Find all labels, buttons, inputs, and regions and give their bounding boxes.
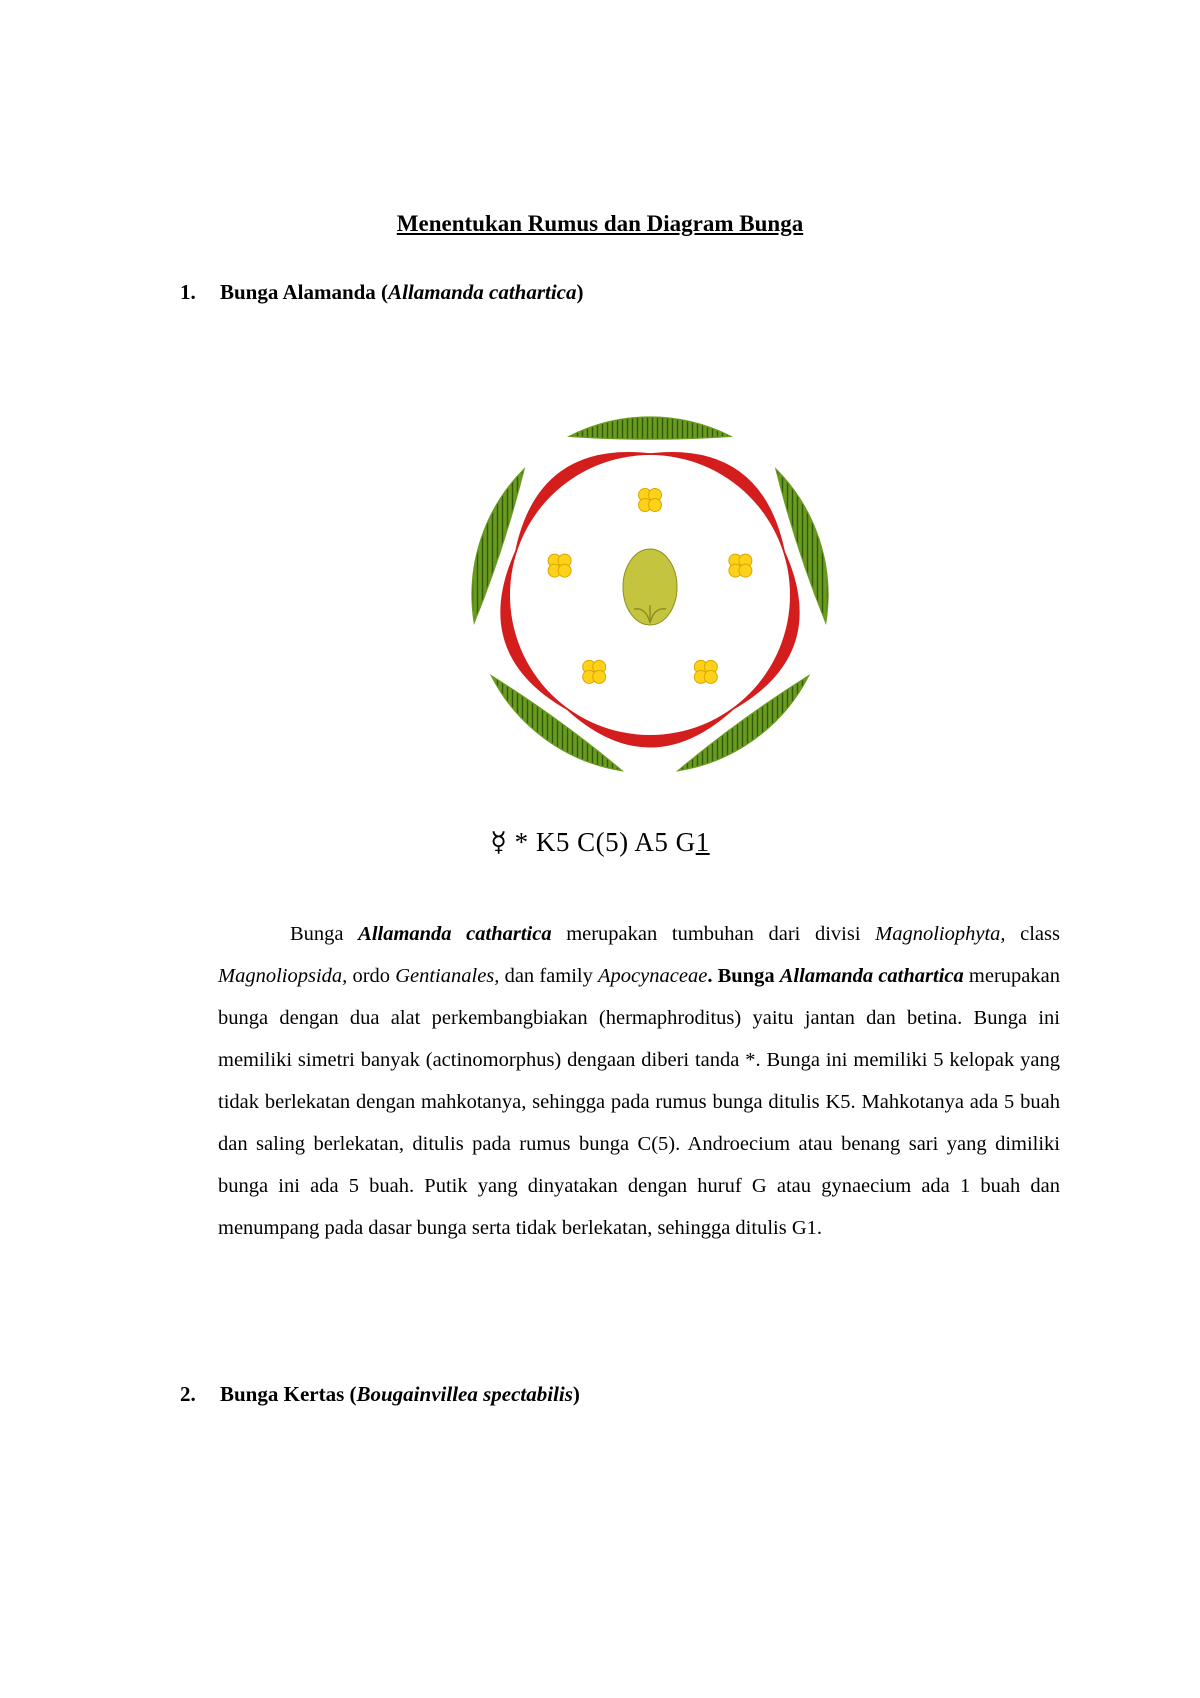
- flower-diagram: [460, 405, 840, 785]
- formula-gynoecium-letter: G: [675, 827, 696, 857]
- sepal: [569, 417, 731, 439]
- formula-calyx: K5: [535, 827, 570, 857]
- formula-gynoecium-count: 1: [695, 827, 710, 857]
- section-number: 1.: [180, 280, 196, 304]
- para-text: . Bunga: [707, 965, 780, 987]
- para-text: dan family: [499, 965, 599, 987]
- class-name: Magnoliopsida,: [218, 965, 348, 987]
- family-name: Apocynaceae: [598, 965, 708, 987]
- floral-formula: [0, 827, 1200, 858]
- para-text: ordo: [347, 965, 396, 987]
- description-paragraph: [218, 913, 1060, 1249]
- page-title: Menentukan Rumus dan Diagram Bunga: [396, 211, 804, 236]
- heading-suffix: ): [576, 280, 584, 304]
- order-name: Gentianales,: [395, 965, 500, 987]
- heading-species: Allamanda cathartica: [388, 280, 577, 304]
- formula-androecium: A5: [634, 827, 669, 857]
- section-number: 2.: [180, 1382, 196, 1406]
- flower-diagram-svg: [460, 405, 840, 785]
- formula-corolla: C(5): [577, 827, 629, 857]
- symmetry-symbol: *: [514, 827, 529, 857]
- heading-species: Bougainvillea spectabilis: [356, 1382, 573, 1406]
- species-name: Allamanda cathartica: [779, 965, 964, 987]
- bisexual-symbol: ☿: [490, 827, 508, 857]
- heading-prefix: Bunga Alamanda (: [220, 280, 389, 304]
- section-heading-alamanda: [180, 280, 584, 305]
- para-text: Bunga: [290, 923, 359, 945]
- heading-prefix: Bunga Kertas (: [220, 1382, 357, 1406]
- para-text: class: [1005, 923, 1060, 945]
- para-text: merupakan tumbuhan dari divisi: [551, 923, 876, 945]
- section-heading-bunga-kertas: [180, 1382, 580, 1407]
- heading-suffix: ): [572, 1382, 580, 1406]
- division-name: Magnoliophyta,: [875, 923, 1006, 945]
- species-name: Allamanda cathartica: [358, 923, 552, 945]
- para-text: merupakan bunga dengan dua alat perkembangbiakan (hermaphroditus) yaitu jantan dan betina. Bunga ini memiliki simetri banyak (actinomorphus) dengaan diberi tanda *. Bunga ini memiliki 5 kelopak yang tidak berlekatan dengan mahkotanya, sehingga pada rumus bunga ditulis K5. Mahkotanya ada 5 buah dan saling berlekatan, ditulis pada rumus bunga C(5). Androecium atau benang sari yang dimiliki bunga ini ada 5 buah. Putik yang dinyatakan dengan huruf G atau gynaecium ada 1 buah dan menumpang pada dasar bunga serta tidak berlekatan, sehingga ditulis G1.: [218, 965, 1060, 1239]
